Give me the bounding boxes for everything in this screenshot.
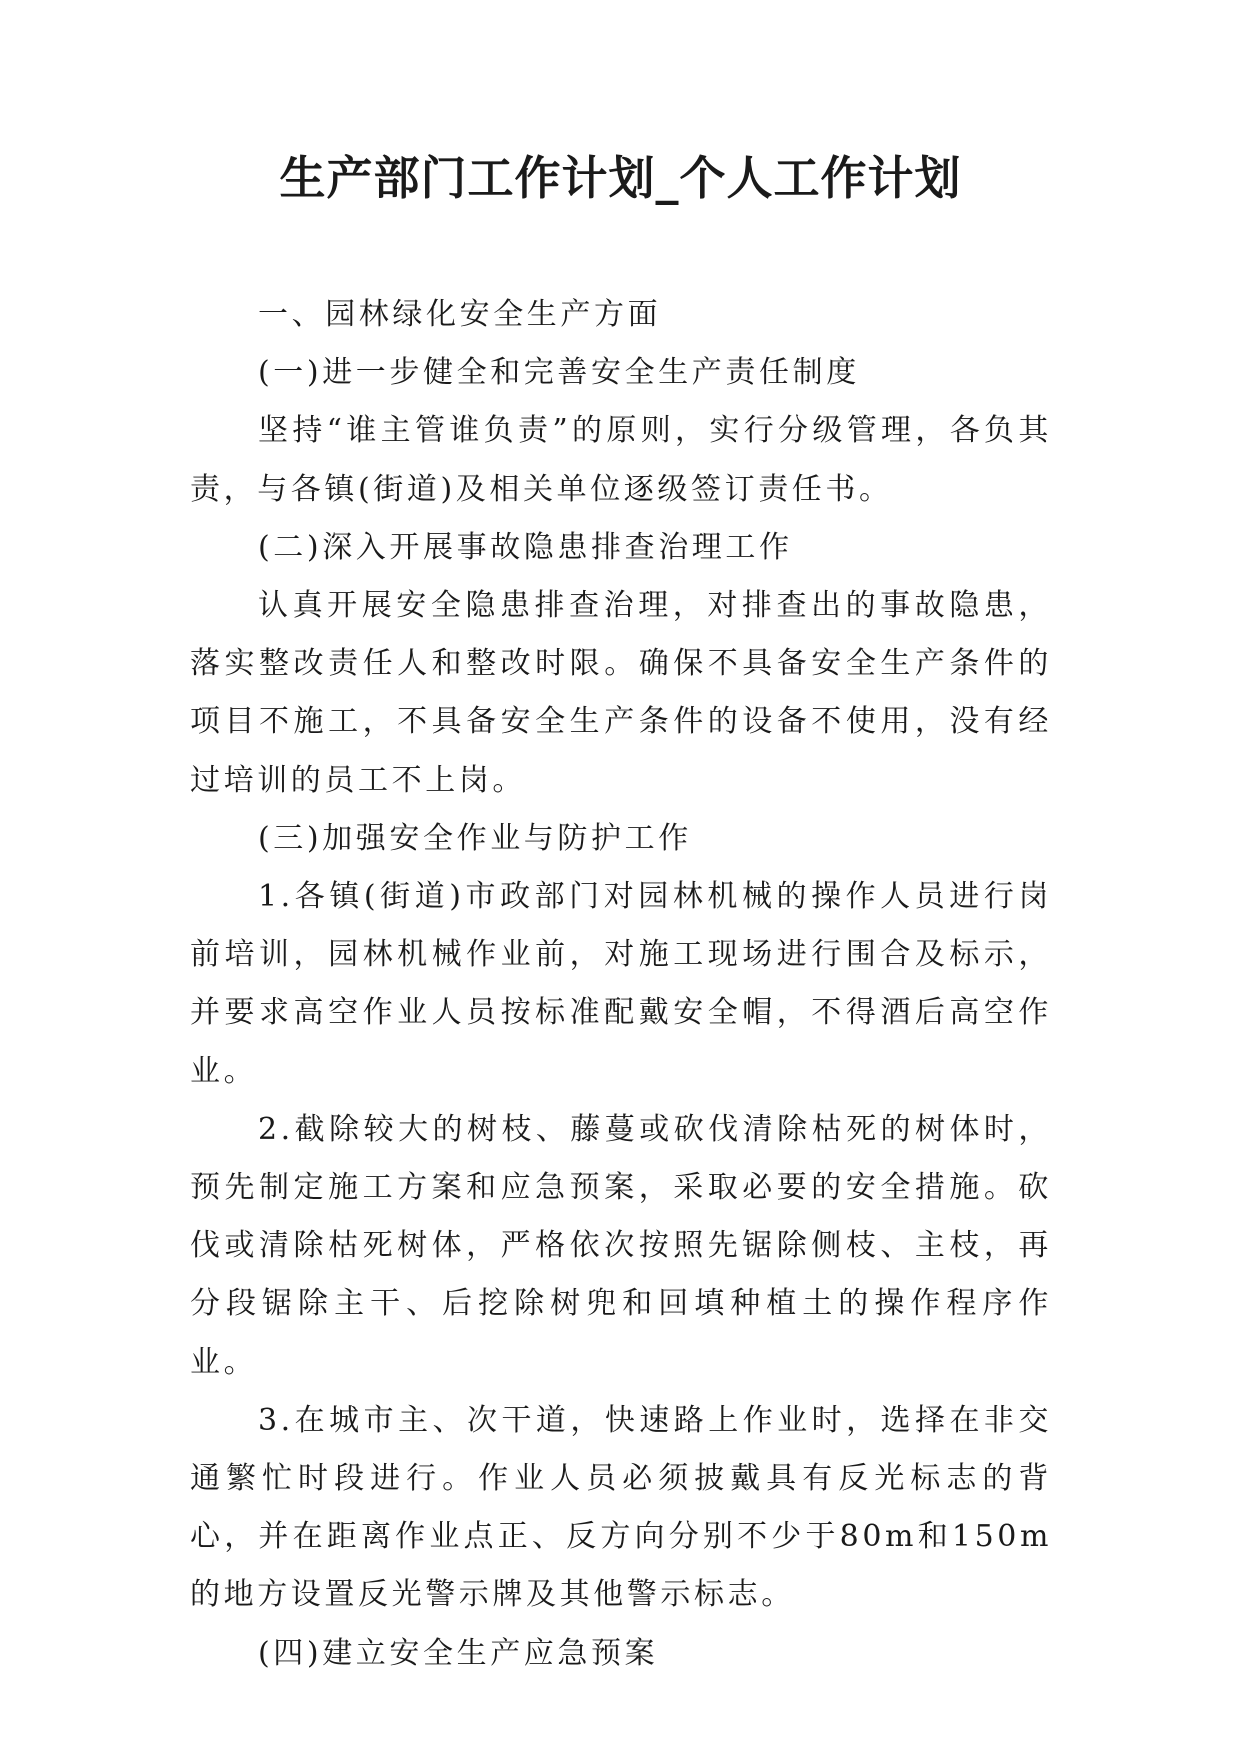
body-paragraph: 1.各镇(街道)市政部门对园林机械的操作人员进行岗前培训，园林机械作业前，对施工现场进行围合及标示，并要求高空作业人员按标准配戴安全帽，不得酒后高空作业。: [190, 879, 1052, 1089]
section-heading: 一、园林绿化安全生产方面: [258, 297, 662, 332]
document-body: [190, 286, 1052, 1683]
subsection-heading: (一)进一步健全和完善安全生产责任制度: [258, 355, 860, 391]
body-paragraph: 坚持“谁主管谁负责”的原则，实行分级管理，各负其责，与各镇(街道)及相关单位逐级签订责任书。: [190, 413, 1052, 507]
subsection-heading: (四)建立安全生产应急预案: [258, 1635, 659, 1671]
subsection-heading: (二)深入开展事故隐患排查治理工作: [258, 529, 793, 565]
subsection-heading: (三)加强安全作业与防护工作: [258, 820, 692, 856]
body-paragraph: 3.在城市主、次干道，快速路上作业时，选择在非交通繁忙时段进行。作业人员必须披戴具有反光标志的背心，并在距离作业点正、反方向分别不少于80m和150m的地方设置反光警示牌及其他警示标志。: [190, 1402, 1052, 1613]
body-paragraph: 2.截除较大的树枝、藤蔓或砍伐清除枯死的树体时，预先制定施工方案和应急预案，采取必要的安全措施。砍伐或清除枯死树体，严格依次按照先锯除侧枝、主枝，再分段锯除主干、后挖除树兜和回填种植土的操作程序作业。: [190, 1111, 1052, 1380]
document-title: 生产部门工作计划_个人工作计划: [279, 151, 962, 205]
body-paragraph: 认真开展安全隐患排查治理，对排查出的事故隐患，落实整改责任人和整改时限。确保不具备安全生产条件的项目不施工，不具备安全生产条件的设备不使用，没有经过培训的员工不上岗。: [190, 588, 1052, 798]
